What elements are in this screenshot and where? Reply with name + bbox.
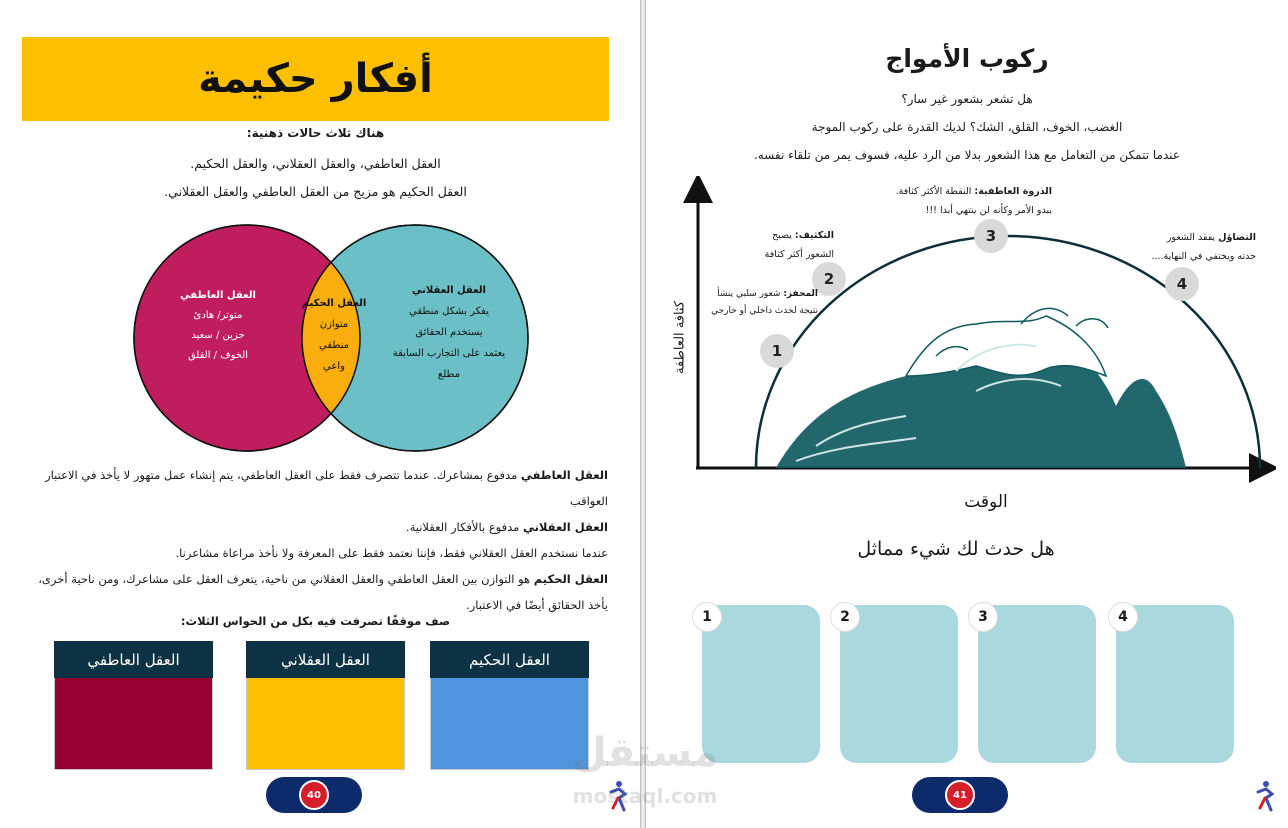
page-number-badge — [266, 777, 362, 813]
paragraph-rational-text: مدفوع بالأفكار العقلانية. — [405, 520, 523, 534]
annotation-peak — [872, 182, 1052, 220]
watermark-latin: mostaql.com — [572, 784, 718, 808]
paragraph-emotional-text: مدفوع بمشاعرك. عندما تتصرف فقط على العقل العاطفي، يتم إنشاء عمل متهور لا يأخذ في الاعتبار العواقب — [45, 468, 608, 508]
annotation-intensify — [734, 226, 834, 264]
wave-diagram — [676, 176, 1276, 486]
venn-emotional-title: العقل العاطفي — [180, 290, 256, 301]
venn-rational-item: يعتمد على التجارب السابقة — [392, 348, 506, 359]
page-number: 40 — [299, 780, 329, 810]
x-axis-label: الوقت — [964, 492, 1008, 512]
point-2: 2 — [812, 262, 846, 296]
venn-wise-item: واعي — [323, 361, 345, 372]
paragraph-rational — [22, 514, 608, 540]
page-number-badge — [912, 777, 1008, 813]
annotation-intensify-text: يصبح — [771, 230, 795, 241]
box-emotional-header: العقل العاطفي — [54, 641, 213, 678]
annotation-fade-bold: التضاؤل — [1218, 232, 1256, 243]
venn-rational-item: مطلع — [437, 369, 461, 380]
answer-card-4[interactable] — [1116, 605, 1234, 763]
paragraph-wise — [22, 566, 608, 618]
paragraph-emotional — [22, 462, 608, 514]
venn-emotional-item: متوتر/ هادئ — [193, 310, 243, 321]
task-heading: صف موقفًا تصرفت فيه بكل من الحواس الثلاث: — [180, 614, 451, 628]
venn-emotional-text — [158, 286, 278, 366]
intro-line-1: هل تشعر بشعور غير سار؟ — [901, 92, 1033, 106]
paragraph-emotional-bold: العقل العاطفي — [520, 468, 608, 482]
box-emotional-body[interactable] — [54, 678, 213, 770]
venn-wise-item: متوازن — [319, 319, 349, 330]
left-page — [0, 0, 640, 828]
answer-card-3-number: 3 — [968, 602, 998, 632]
paragraph-rational-bold: العقل العقلاني — [522, 520, 608, 534]
annotation-peak-text: النقطة الأكثر كثافة. — [895, 186, 975, 197]
question-heading: هل حدث لك شيء مماثل — [857, 538, 1055, 560]
intro-heading: هناك ثلاث حالات ذهنية: — [246, 126, 385, 140]
page-title: أفكار حكيمة — [198, 56, 433, 102]
title-banner — [22, 37, 609, 121]
intro-line-2: العقل الحكيم هو مزيج من العقل العاطفي والعقل العقلاني. — [164, 184, 467, 199]
answer-card-3[interactable] — [978, 605, 1096, 763]
point-4: 4 — [1165, 267, 1199, 301]
box-emotional — [54, 641, 213, 770]
annotation-fade-text: يفقد الشعور — [1166, 232, 1219, 243]
annotation-peak-bold: الذروة العاطفية: — [974, 186, 1052, 197]
watermark-arabic: مستقل — [571, 730, 719, 776]
answer-card-2-number: 2 — [830, 602, 860, 632]
venn-emotional-item: الخوف / القلق — [187, 350, 249, 361]
venn-wise-text — [282, 293, 386, 377]
annotation-intensify-bold: التكثيف: — [794, 230, 834, 241]
intro-line-2: الغضب، الخوف، القلق، الشك؟ لديك القدرة على ركوب الموجة — [811, 120, 1123, 134]
page-number: 41 — [945, 780, 975, 810]
answer-card-1-number: 1 — [692, 602, 722, 632]
page-title: ركوب الأمواج — [885, 44, 1049, 73]
intro-line-3: عندما تتمكن من التعامل مع هذا الشعور بدلا من الرد عليه، فسوف يمر من تلقاء نفسه. — [753, 148, 1181, 162]
venn-emotional-item: حزين / سعيد — [191, 330, 245, 341]
venn-wise-title: العقل الحكيم — [301, 298, 367, 309]
paragraph-wise-text: هو التوازن بين العقل العاطفي والعقل العقلاني من ناحية، يتعرف العقل على مشاعرك، ومن ناحية أخرى، يأخذ الحقائق أيضًا في الاعتبار. — [38, 572, 608, 612]
wave-illustration — [776, 308, 1186, 468]
intro-line-1: العقل العاطفي، والعقل العقلاني، والعقل الحكيم. — [190, 156, 441, 171]
annotation-trigger-text: شعور سلبي ينشأ — [717, 289, 784, 299]
y-axis-label: كثافة العاطفة — [672, 300, 688, 375]
y-axis-label-wrap — [668, 296, 692, 386]
venn-wise-item: منطقي — [319, 340, 349, 351]
venn-rational-item: يفكر بشكل منطقي — [408, 306, 489, 317]
annotation-intensify-text-2: الشعور أكثر كثافة — [764, 249, 834, 260]
box-rational-body[interactable] — [246, 678, 405, 770]
annotation-trigger-text-2: نتيجة لحدث داخلي أو خارجي — [711, 306, 818, 316]
venn-rational-item: يستخدم الحقائق — [415, 327, 483, 338]
annotation-fade — [1132, 228, 1256, 266]
paragraph-wise-bold: العقل الحكيم — [533, 572, 608, 586]
box-rational — [246, 641, 405, 770]
venn-rational-title: العقل العقلاني — [412, 285, 486, 296]
paragraph-rational-detail: عندما نستخدم العقل العقلاني فقط، فإننا نعتمد فقط على المعرفة ولا نأخذ مراعاة مشاعرنا. — [175, 546, 608, 560]
point-1: 1 — [760, 334, 794, 368]
box-wise-header: العقل الحكيم — [430, 641, 589, 678]
answer-card-2[interactable] — [840, 605, 958, 763]
box-rational-header: العقل العقلاني — [246, 641, 405, 678]
venn-rational-text — [380, 280, 518, 385]
annotation-trigger-bold: المحفز: — [783, 289, 818, 299]
annotation-trigger — [694, 286, 818, 320]
mascot-icon — [1252, 778, 1278, 818]
right-page — [646, 0, 1288, 828]
answer-card-4-number: 4 — [1108, 602, 1138, 632]
annotation-fade-text-2: حدته ويختفي في النهاية.... — [1151, 251, 1256, 262]
annotation-peak-text-2: يبدو الأمر وكأنه لن ينتهي أبدا !!! — [925, 205, 1052, 216]
point-3: 3 — [974, 219, 1008, 253]
paragraph-block — [22, 462, 608, 618]
